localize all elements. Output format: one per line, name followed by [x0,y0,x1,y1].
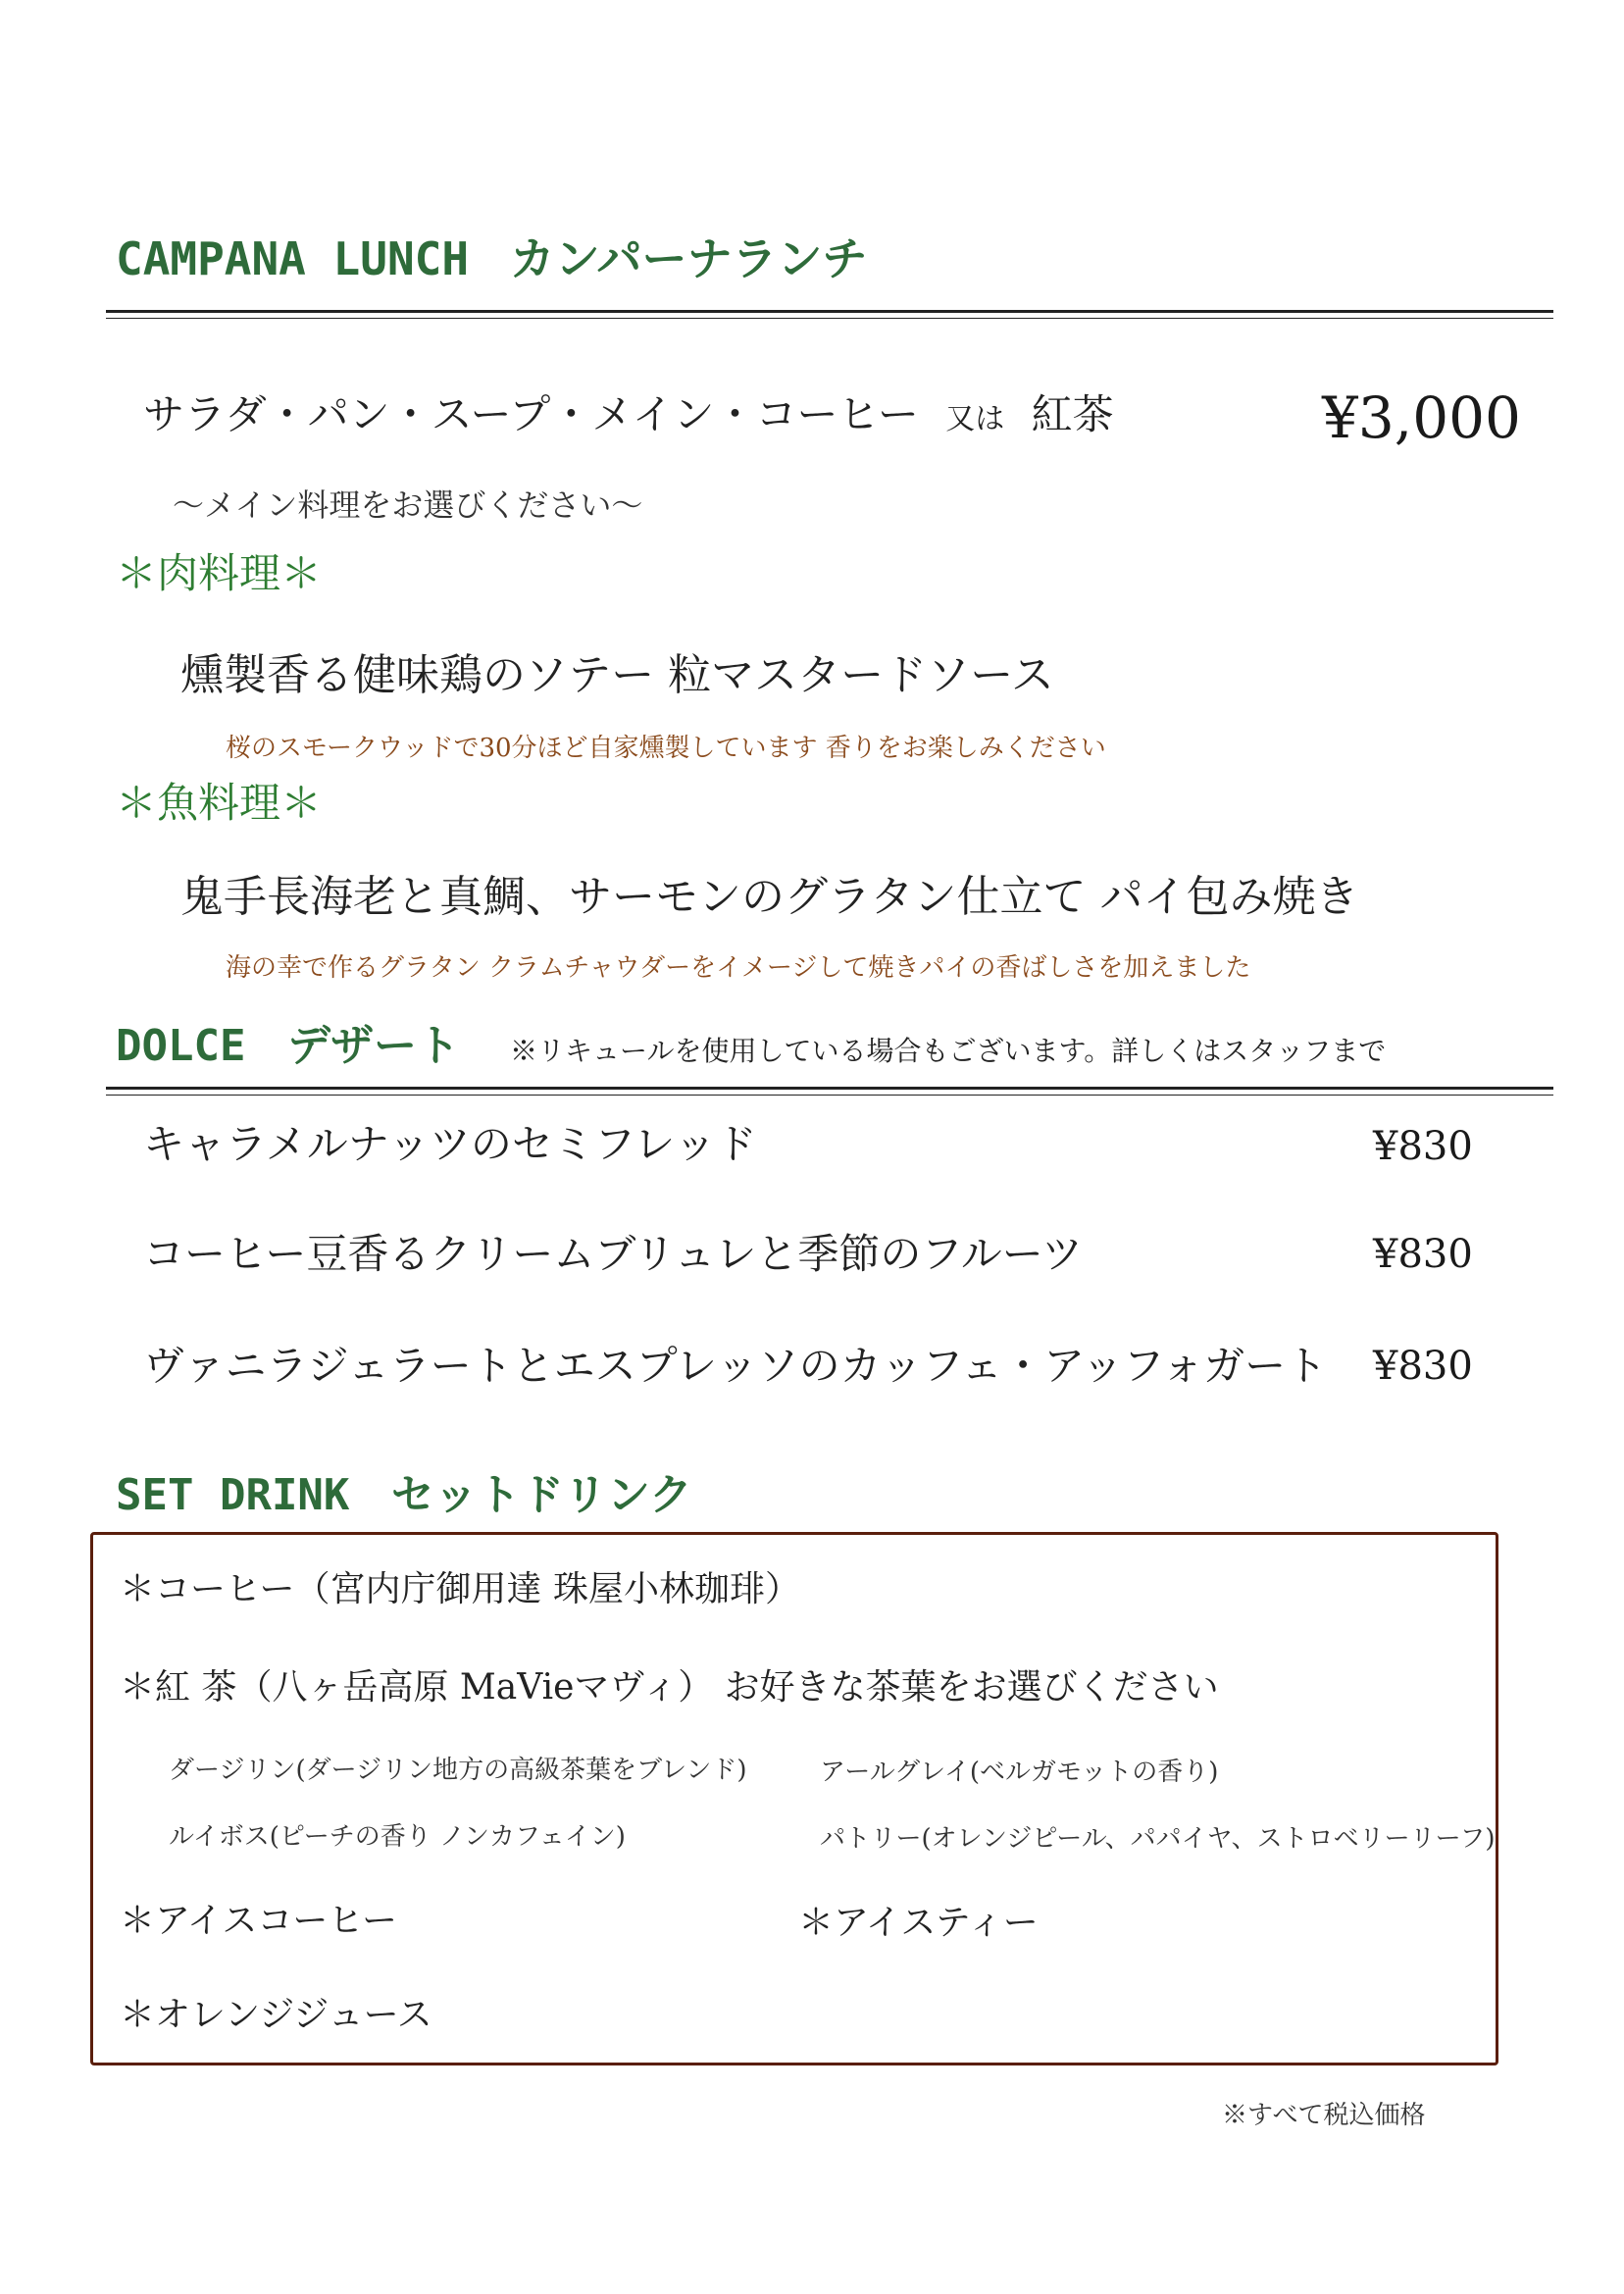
dessert-item-name: ヴァニラジェラートとエスプレッソのカッフェ・アッフォガート [143,1342,1328,1390]
drink-coffee: ＊コーヒー（宮内庁御用達 珠屋小林珈琲） [120,1569,801,1609]
drink-iced-tea: ＊アイスティー [798,1903,1039,1943]
dolce-note: ※リキュールを使用している場合もございます。詳しくはスタッフまで [510,1035,1387,1067]
dessert-item-price: ¥830 [1373,1124,1473,1169]
campana-rule-top [106,310,1553,313]
meat-note: 桜のスモークウッドで30分ほど自家燻製しています 香りをお楽しみください [226,734,1106,763]
tea-type: アールグレイ(ベルガモットの香り) [820,1758,1219,1787]
drink-heading-jp: セットドリンク [390,1470,693,1520]
campana-heading-jp: カンパーナランチ [509,232,868,285]
fish-dish: 鬼手長海老と真鯛、サーモンのグラタン仕立て パイ包み焼き [180,872,1359,922]
dolce-heading-jp: デザート [286,1021,460,1071]
campana-rule-bottom [106,318,1553,319]
course-description [143,382,1114,441]
dessert-item-name: キャラメルナッツのセミフレッド [143,1120,757,1168]
drink-iced-coffee: ＊アイスコーヒー [120,1901,397,1941]
dessert-item-price: ¥830 [1373,1344,1473,1389]
dessert-item-name: コーヒー豆香るクリームブリュレと季節のフルーツ [143,1230,1084,1278]
dolce-heading [116,1010,460,1073]
tax-note: ※すべて税込価格 [1222,2101,1426,2130]
drink-tea: ＊紅 茶（八ヶ岳高原 MaVieマヴィ） お好きな茶葉をお選びください [120,1667,1219,1708]
course-items: サラダ・パン・スープ・メイン・コーヒー [143,390,919,438]
dolce-heading-en: DOLCE [116,1021,246,1071]
fish-note: 海の幸で作るグラタン クラムチャウダーをイメージして焼きパイの香ばしさを加えました [226,953,1251,983]
tea-type: ダージリン(ダージリン地方の高級茶葉をブレンド) [169,1756,747,1785]
drink-heading [116,1459,692,1522]
dolce-rule-top [106,1087,1553,1090]
drink-heading-en: SET DRINK [116,1470,350,1520]
campana-heading-en: CAMPANA LUNCH [116,232,470,285]
lunch-price: ¥3,000 [1322,384,1521,451]
drink-list-box [90,1532,1498,2065]
tea-type: ルイボス(ピーチの香り ノンカフェイン) [169,1822,626,1852]
drink-orange-juice: ＊オレンジジュース [120,1995,432,2035]
meat-title: ＊肉料理＊ [116,549,323,597]
choose-note: 〜メイン料理をお選びください〜 [173,486,643,524]
course-tea: 紅茶 [1031,390,1114,438]
dolce-rule-bottom [106,1095,1553,1096]
campana-heading [116,224,868,288]
meat-dish: 燻製香る健味鶏のソテー 粒マスタードソース [180,650,1054,700]
dessert-item-price: ¥830 [1373,1232,1473,1277]
fish-title: ＊魚料理＊ [116,779,323,827]
tea-type: パトリー(オレンジピール、パパイヤ、ストロベリーリーフ) [820,1824,1496,1854]
course-or: 又は [945,402,1005,436]
